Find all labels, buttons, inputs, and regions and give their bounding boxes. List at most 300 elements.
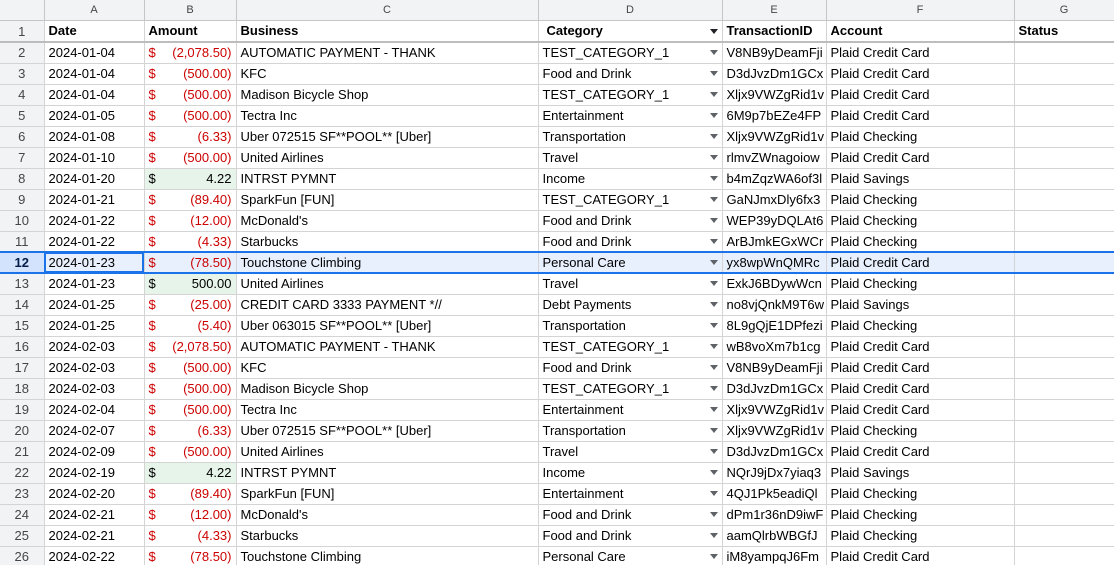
cell-amount[interactable] bbox=[144, 252, 236, 273]
cell-status[interactable] bbox=[1014, 252, 1114, 273]
row-header-16[interactable]: 16 bbox=[0, 336, 44, 357]
cell-date[interactable] bbox=[44, 147, 144, 168]
cell-category[interactable] bbox=[538, 231, 722, 252]
chevron-down-icon[interactable] bbox=[710, 176, 718, 181]
cell-category[interactable] bbox=[538, 210, 722, 231]
cell-amount[interactable] bbox=[144, 84, 236, 105]
table-row[interactable] bbox=[0, 252, 1114, 273]
cell-date[interactable] bbox=[44, 252, 144, 273]
cell-status[interactable] bbox=[1014, 147, 1114, 168]
cell-category[interactable] bbox=[538, 294, 722, 315]
cell-account-value: Plaid Credit Card bbox=[830, 548, 930, 564]
header-date[interactable] bbox=[44, 20, 144, 42]
row-header-21[interactable]: 21 bbox=[0, 441, 44, 462]
row-header-1[interactable]: 1 bbox=[0, 20, 44, 42]
cell-date[interactable] bbox=[44, 168, 144, 189]
cell-status[interactable] bbox=[1014, 441, 1114, 462]
cell-status[interactable] bbox=[1014, 420, 1114, 441]
column-header-c[interactable]: C bbox=[236, 0, 538, 20]
cell-date[interactable] bbox=[44, 315, 144, 336]
chevron-down-icon[interactable] bbox=[710, 134, 718, 139]
cell-business[interactable] bbox=[236, 294, 538, 315]
cell-business-value: Touchstone Climbing bbox=[240, 548, 362, 564]
cell-status[interactable] bbox=[1014, 105, 1114, 126]
cell-account[interactable] bbox=[826, 399, 1014, 420]
cell-account[interactable] bbox=[826, 252, 1014, 273]
cell-status[interactable] bbox=[1014, 42, 1114, 63]
cell-account[interactable] bbox=[826, 294, 1014, 315]
cell-amount[interactable] bbox=[144, 420, 236, 441]
cell-date-value: 2024-01-25 bbox=[48, 296, 115, 312]
cell-status[interactable] bbox=[1014, 462, 1114, 483]
cell-status[interactable] bbox=[1014, 294, 1114, 315]
chevron-down-icon[interactable] bbox=[710, 407, 718, 412]
cell-date[interactable] bbox=[44, 294, 144, 315]
chevron-down-icon[interactable] bbox=[710, 197, 718, 202]
cell-amount[interactable] bbox=[144, 42, 236, 63]
cell-business[interactable] bbox=[236, 84, 538, 105]
cell-account[interactable] bbox=[826, 546, 1014, 565]
cell-date[interactable] bbox=[44, 189, 144, 210]
row-header-7[interactable]: 7 bbox=[0, 147, 44, 168]
cell-business[interactable] bbox=[236, 378, 538, 399]
row-header-11[interactable]: 11 bbox=[0, 231, 44, 252]
select-all-corner[interactable] bbox=[0, 0, 44, 20]
cell-date[interactable] bbox=[44, 441, 144, 462]
cell-amount[interactable] bbox=[144, 546, 236, 565]
cell-transactionid[interactable] bbox=[722, 357, 826, 378]
header-status[interactable] bbox=[1014, 20, 1114, 42]
cell-amount[interactable] bbox=[144, 504, 236, 525]
cell-category[interactable] bbox=[538, 315, 722, 336]
cell-business[interactable] bbox=[236, 420, 538, 441]
chevron-down-icon[interactable] bbox=[710, 428, 718, 433]
chevron-down-icon[interactable] bbox=[710, 365, 718, 370]
cell-amount[interactable] bbox=[144, 315, 236, 336]
table-row[interactable] bbox=[0, 462, 1114, 483]
cell-transactionid[interactable] bbox=[722, 399, 826, 420]
cell-category[interactable] bbox=[538, 84, 722, 105]
cell-category[interactable] bbox=[538, 357, 722, 378]
cell-transactionid[interactable] bbox=[722, 294, 826, 315]
cell-category[interactable] bbox=[538, 126, 722, 147]
table-row[interactable] bbox=[0, 441, 1114, 462]
cell-transactionid[interactable] bbox=[722, 105, 826, 126]
cell-category[interactable] bbox=[538, 252, 722, 273]
cell-status[interactable] bbox=[1014, 336, 1114, 357]
chevron-down-icon[interactable] bbox=[710, 386, 718, 391]
cell-date[interactable] bbox=[44, 126, 144, 147]
cell-business[interactable] bbox=[236, 315, 538, 336]
row-header-10[interactable]: 10 bbox=[0, 210, 44, 231]
chevron-down-icon[interactable] bbox=[710, 239, 718, 244]
table-row[interactable] bbox=[0, 378, 1114, 399]
cell-amount-value: (500.00) bbox=[183, 359, 232, 375]
chevron-down-icon[interactable] bbox=[710, 92, 718, 97]
column-header-d[interactable]: D bbox=[538, 0, 722, 20]
table-row[interactable] bbox=[0, 63, 1114, 84]
chevron-down-icon[interactable] bbox=[710, 470, 718, 475]
chevron-down-icon[interactable] bbox=[710, 71, 718, 76]
cell-transactionid[interactable] bbox=[722, 63, 826, 84]
table-row[interactable] bbox=[0, 168, 1114, 189]
cell-transactionid[interactable] bbox=[722, 273, 826, 294]
column-header-b[interactable]: B bbox=[144, 0, 236, 20]
chevron-down-icon[interactable] bbox=[710, 218, 718, 223]
header-account[interactable] bbox=[826, 20, 1014, 42]
header-date-label: Date bbox=[48, 23, 77, 38]
cell-status[interactable] bbox=[1014, 378, 1114, 399]
cell-account[interactable] bbox=[826, 231, 1014, 252]
cell-date-value: 2024-02-20 bbox=[48, 485, 115, 501]
cell-category[interactable] bbox=[538, 420, 722, 441]
cell-category-value: Food and Drink bbox=[542, 65, 632, 81]
cell-status[interactable] bbox=[1014, 189, 1114, 210]
cell-account[interactable] bbox=[826, 504, 1014, 525]
cell-category[interactable] bbox=[538, 273, 722, 294]
cell-date-value: 2024-02-03 bbox=[48, 338, 115, 354]
cell-category-value: Debt Payments bbox=[542, 296, 632, 312]
cell-amount-value: (12.00) bbox=[190, 212, 232, 228]
cell-category[interactable] bbox=[538, 441, 722, 462]
cell-account-value: Plaid Credit Card bbox=[830, 359, 930, 375]
cell-transactionid[interactable] bbox=[722, 252, 826, 273]
cell-business[interactable] bbox=[236, 42, 538, 63]
cell-business[interactable] bbox=[236, 126, 538, 147]
cell-status[interactable] bbox=[1014, 357, 1114, 378]
chevron-down-icon[interactable] bbox=[710, 533, 718, 538]
cell-category[interactable] bbox=[538, 483, 722, 504]
table-row[interactable] bbox=[0, 84, 1114, 105]
table-row[interactable] bbox=[0, 42, 1114, 63]
cell-category[interactable] bbox=[538, 42, 722, 63]
cell-business[interactable] bbox=[236, 483, 538, 504]
row-header-12[interactable]: 12 bbox=[0, 252, 44, 273]
table-row[interactable] bbox=[0, 420, 1114, 441]
cell-business[interactable] bbox=[236, 336, 538, 357]
header-transactionid[interactable] bbox=[722, 20, 826, 42]
cell-transactionid[interactable] bbox=[722, 546, 826, 565]
cell-transactionid[interactable] bbox=[722, 420, 826, 441]
cell-date[interactable] bbox=[44, 462, 144, 483]
cell-account[interactable] bbox=[826, 378, 1014, 399]
cell-transactionid-value: D3dJvzDm1GCx bbox=[726, 443, 824, 459]
row-header-14[interactable]: 14 bbox=[0, 294, 44, 315]
chevron-down-icon[interactable] bbox=[710, 491, 718, 496]
cell-business[interactable] bbox=[236, 63, 538, 84]
row-header-24[interactable]: 24 bbox=[0, 504, 44, 525]
cell-date[interactable] bbox=[44, 525, 144, 546]
cell-amount[interactable] bbox=[144, 168, 236, 189]
column-header-a[interactable]: A bbox=[44, 0, 144, 20]
cell-account[interactable] bbox=[826, 336, 1014, 357]
cell-category[interactable] bbox=[538, 168, 722, 189]
cell-status[interactable] bbox=[1014, 273, 1114, 294]
cell-business[interactable] bbox=[236, 357, 538, 378]
cell-amount[interactable] bbox=[144, 378, 236, 399]
chevron-down-icon[interactable] bbox=[710, 113, 718, 118]
table-row[interactable] bbox=[0, 525, 1114, 546]
cell-business[interactable] bbox=[236, 546, 538, 565]
cell-date[interactable] bbox=[44, 63, 144, 84]
cell-amount[interactable] bbox=[144, 63, 236, 84]
table-row[interactable] bbox=[0, 546, 1114, 565]
cell-category[interactable] bbox=[538, 378, 722, 399]
row-header-9[interactable]: 9 bbox=[0, 189, 44, 210]
table-row[interactable] bbox=[0, 336, 1114, 357]
cell-category[interactable] bbox=[538, 189, 722, 210]
cell-business-value: Starbucks bbox=[240, 233, 299, 249]
table-row[interactable] bbox=[0, 273, 1114, 294]
cell-status[interactable] bbox=[1014, 126, 1114, 147]
column-header-g[interactable]: G bbox=[1014, 0, 1114, 20]
cell-amount-value: (5.40) bbox=[197, 317, 232, 333]
cell-amount[interactable] bbox=[144, 210, 236, 231]
cell-business[interactable] bbox=[236, 231, 538, 252]
cell-status[interactable] bbox=[1014, 525, 1114, 546]
cell-transactionid[interactable] bbox=[722, 462, 826, 483]
header-amount[interactable] bbox=[144, 20, 236, 42]
cell-business[interactable] bbox=[236, 441, 538, 462]
cell-category[interactable] bbox=[538, 63, 722, 84]
cell-business-value: McDonald's bbox=[240, 506, 309, 522]
cell-amount[interactable] bbox=[144, 189, 236, 210]
cell-account[interactable] bbox=[826, 210, 1014, 231]
cell-category[interactable] bbox=[538, 399, 722, 420]
cell-transactionid[interactable] bbox=[722, 84, 826, 105]
cell-transactionid[interactable] bbox=[722, 210, 826, 231]
cell-date-value: 2024-02-21 bbox=[48, 527, 115, 543]
cell-business-value: United Airlines bbox=[240, 275, 324, 291]
table-row[interactable] bbox=[0, 294, 1114, 315]
table-row[interactable] bbox=[0, 231, 1114, 252]
cell-category[interactable] bbox=[538, 525, 722, 546]
cell-date[interactable] bbox=[44, 483, 144, 504]
cell-account[interactable] bbox=[826, 189, 1014, 210]
chevron-down-icon[interactable] bbox=[710, 344, 718, 349]
table-row[interactable] bbox=[0, 147, 1114, 168]
cell-amount[interactable] bbox=[144, 231, 236, 252]
row-header-6[interactable]: 6 bbox=[0, 126, 44, 147]
cell-category[interactable] bbox=[538, 336, 722, 357]
cell-business[interactable] bbox=[236, 273, 538, 294]
row-header-2[interactable]: 2 bbox=[0, 42, 44, 63]
row-header-26[interactable]: 26 bbox=[0, 546, 44, 565]
cell-account-value: Plaid Credit Card bbox=[830, 107, 930, 123]
cell-amount[interactable] bbox=[144, 105, 236, 126]
table-row[interactable] bbox=[0, 504, 1114, 525]
cell-transactionid[interactable] bbox=[722, 504, 826, 525]
cell-amount[interactable] bbox=[144, 483, 236, 504]
chevron-down-icon[interactable] bbox=[710, 155, 718, 160]
cell-account[interactable] bbox=[826, 42, 1014, 63]
row-header-20[interactable]: 20 bbox=[0, 420, 44, 441]
cell-status[interactable] bbox=[1014, 483, 1114, 504]
row-header-8[interactable]: 8 bbox=[0, 168, 44, 189]
cell-account-value: Plaid Credit Card bbox=[830, 149, 930, 165]
cell-date[interactable] bbox=[44, 210, 144, 231]
row-header-19[interactable]: 19 bbox=[0, 399, 44, 420]
cell-status[interactable] bbox=[1014, 84, 1114, 105]
cell-account-value: Plaid Credit Card bbox=[830, 338, 930, 354]
table-row[interactable] bbox=[0, 315, 1114, 336]
cell-status[interactable] bbox=[1014, 210, 1114, 231]
cell-business[interactable] bbox=[236, 147, 538, 168]
cell-category[interactable] bbox=[538, 105, 722, 126]
cell-transactionid[interactable] bbox=[722, 42, 826, 63]
cell-account[interactable] bbox=[826, 273, 1014, 294]
cell-transactionid-value: no8vjQnkM9T6w bbox=[726, 296, 825, 312]
cell-category-value: Food and Drink bbox=[542, 527, 632, 543]
table-row[interactable] bbox=[0, 210, 1114, 231]
row-header-18[interactable]: 18 bbox=[0, 378, 44, 399]
cell-amount[interactable] bbox=[144, 462, 236, 483]
table-row[interactable] bbox=[0, 105, 1114, 126]
cell-business[interactable] bbox=[236, 504, 538, 525]
cell-date[interactable] bbox=[44, 357, 144, 378]
cell-business[interactable] bbox=[236, 189, 538, 210]
cell-account[interactable] bbox=[826, 63, 1014, 84]
cell-status[interactable] bbox=[1014, 63, 1114, 84]
header-category[interactable] bbox=[538, 20, 722, 42]
table-row[interactable] bbox=[0, 357, 1114, 378]
cell-date[interactable] bbox=[44, 420, 144, 441]
cell-amount-value: (25.00) bbox=[190, 296, 232, 312]
cell-amount[interactable] bbox=[144, 441, 236, 462]
cell-date[interactable] bbox=[44, 399, 144, 420]
cell-transactionid[interactable] bbox=[722, 189, 826, 210]
cell-status[interactable] bbox=[1014, 168, 1114, 189]
cell-status[interactable] bbox=[1014, 315, 1114, 336]
chevron-down-icon[interactable] bbox=[710, 302, 718, 307]
row-header-23[interactable]: 23 bbox=[0, 483, 44, 504]
cell-status[interactable] bbox=[1014, 399, 1114, 420]
cell-date-value: 2024-01-10 bbox=[48, 149, 115, 165]
chevron-down-icon[interactable] bbox=[710, 29, 718, 34]
cell-amount[interactable] bbox=[144, 357, 236, 378]
cell-status[interactable] bbox=[1014, 504, 1114, 525]
row-header-4[interactable]: 4 bbox=[0, 84, 44, 105]
cell-amount[interactable] bbox=[144, 147, 236, 168]
chevron-down-icon[interactable] bbox=[710, 281, 718, 286]
cell-amount-value: (500.00) bbox=[183, 380, 232, 396]
cell-amount[interactable] bbox=[144, 336, 236, 357]
column-header-e[interactable]: E bbox=[722, 0, 826, 20]
row-header-25[interactable]: 25 bbox=[0, 525, 44, 546]
column-header-f[interactable]: F bbox=[826, 0, 1014, 20]
cell-account[interactable] bbox=[826, 441, 1014, 462]
cell-transactionid[interactable] bbox=[722, 378, 826, 399]
cell-business[interactable] bbox=[236, 252, 538, 273]
cell-account[interactable] bbox=[826, 483, 1014, 504]
cell-amount[interactable] bbox=[144, 525, 236, 546]
cell-status[interactable] bbox=[1014, 546, 1114, 565]
row-header-15[interactable]: 15 bbox=[0, 315, 44, 336]
cell-transactionid[interactable] bbox=[722, 315, 826, 336]
cell-date[interactable] bbox=[44, 231, 144, 252]
cell-amount[interactable] bbox=[144, 126, 236, 147]
cell-date[interactable] bbox=[44, 84, 144, 105]
cell-transactionid[interactable] bbox=[722, 126, 826, 147]
cell-business[interactable] bbox=[236, 168, 538, 189]
cell-date[interactable] bbox=[44, 105, 144, 126]
cell-category[interactable] bbox=[538, 546, 722, 565]
cell-account[interactable] bbox=[826, 462, 1014, 483]
currency-symbol: $ bbox=[148, 65, 156, 81]
cell-transactionid-value: V8NB9yDeamFji bbox=[726, 359, 823, 375]
cell-business-value: Starbucks bbox=[240, 527, 299, 543]
cell-category[interactable] bbox=[538, 504, 722, 525]
cell-account[interactable] bbox=[826, 147, 1014, 168]
table-row[interactable] bbox=[0, 189, 1114, 210]
cell-transactionid[interactable] bbox=[722, 168, 826, 189]
cell-date[interactable] bbox=[44, 504, 144, 525]
cell-business-value: INTRST PYMNT bbox=[240, 170, 337, 186]
row-header-13[interactable]: 13 bbox=[0, 273, 44, 294]
chevron-down-icon[interactable] bbox=[710, 554, 718, 559]
cell-date[interactable] bbox=[44, 546, 144, 565]
header-business[interactable] bbox=[236, 20, 538, 42]
cell-business[interactable] bbox=[236, 399, 538, 420]
cell-category[interactable] bbox=[538, 147, 722, 168]
currency-symbol: $ bbox=[148, 422, 156, 438]
chevron-down-icon[interactable] bbox=[710, 449, 718, 454]
cell-date[interactable] bbox=[44, 336, 144, 357]
cell-account[interactable] bbox=[826, 84, 1014, 105]
cell-transactionid[interactable] bbox=[722, 231, 826, 252]
cell-business[interactable] bbox=[236, 462, 538, 483]
cell-business-value: KFC bbox=[240, 359, 267, 375]
chevron-down-icon[interactable] bbox=[710, 50, 718, 55]
cell-business[interactable] bbox=[236, 210, 538, 231]
cell-transactionid[interactable] bbox=[722, 441, 826, 462]
chevron-down-icon[interactable] bbox=[710, 323, 718, 328]
chevron-down-icon[interactable] bbox=[710, 512, 718, 517]
cell-account-value: Plaid Credit Card bbox=[830, 254, 930, 270]
cell-date[interactable] bbox=[44, 378, 144, 399]
cell-account[interactable] bbox=[826, 315, 1014, 336]
cell-category[interactable] bbox=[538, 462, 722, 483]
table-row[interactable] bbox=[0, 126, 1114, 147]
table-row[interactable] bbox=[0, 399, 1114, 420]
cell-account[interactable] bbox=[826, 105, 1014, 126]
cell-status[interactable] bbox=[1014, 231, 1114, 252]
cell-date[interactable] bbox=[44, 273, 144, 294]
cell-account[interactable] bbox=[826, 126, 1014, 147]
chevron-down-icon[interactable] bbox=[710, 260, 718, 265]
cell-account[interactable] bbox=[826, 420, 1014, 441]
cell-business[interactable] bbox=[236, 105, 538, 126]
cell-transactionid[interactable] bbox=[722, 147, 826, 168]
cell-account[interactable] bbox=[826, 357, 1014, 378]
cell-transactionid[interactable] bbox=[722, 336, 826, 357]
cell-account[interactable] bbox=[826, 525, 1014, 546]
cell-amount[interactable] bbox=[144, 294, 236, 315]
cell-date[interactable] bbox=[44, 42, 144, 63]
table-row[interactable] bbox=[0, 483, 1114, 504]
cell-transactionid[interactable] bbox=[722, 525, 826, 546]
cell-amount[interactable] bbox=[144, 273, 236, 294]
row-header-3[interactable]: 3 bbox=[0, 63, 44, 84]
cell-transactionid[interactable] bbox=[722, 483, 826, 504]
row-header-22[interactable]: 22 bbox=[0, 462, 44, 483]
row-header-17[interactable]: 17 bbox=[0, 357, 44, 378]
cell-amount[interactable] bbox=[144, 399, 236, 420]
row-header-5[interactable]: 5 bbox=[0, 105, 44, 126]
cell-account-value: Plaid Checking bbox=[830, 485, 918, 501]
cell-account[interactable] bbox=[826, 168, 1014, 189]
cell-business[interactable] bbox=[236, 525, 538, 546]
